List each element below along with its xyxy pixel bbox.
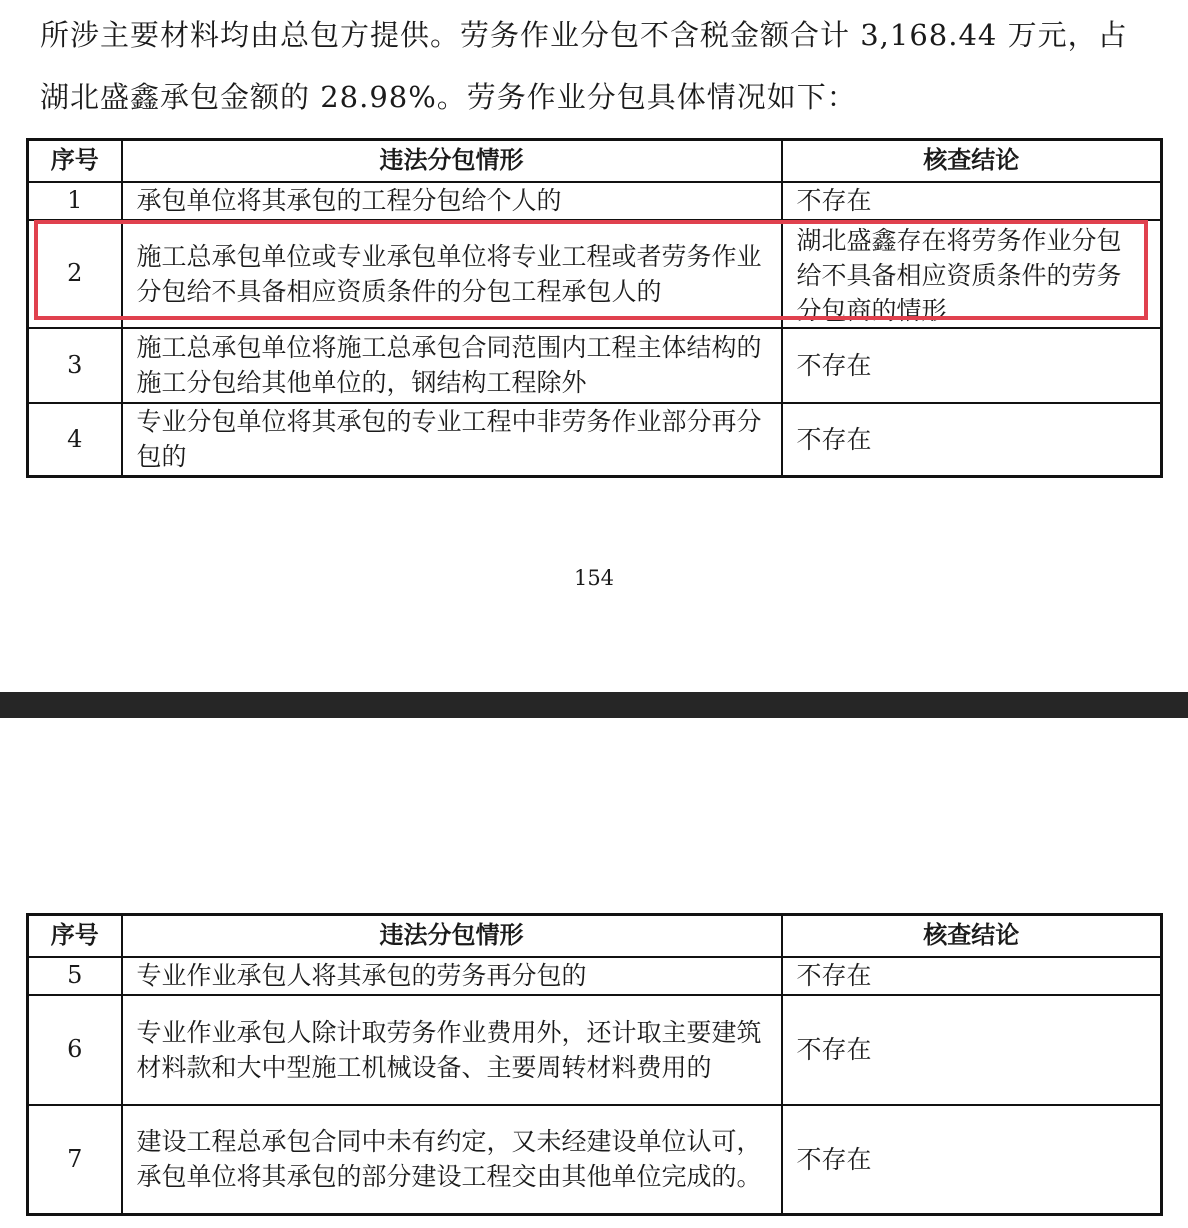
row-conclusion: 不存在 [782, 995, 1162, 1105]
row-situation: 专业分包单位将其承包的专业工程中非劳务作业部分再分包的 [122, 403, 782, 477]
table-row [28, 957, 1162, 995]
row-no: 7 [28, 1105, 122, 1215]
row-situation: 专业作业承包人除计取劳务作业费用外，还计取主要建筑材料款和大中型施工机械设备、主要周转材料费用的 [122, 995, 782, 1105]
header-conclusion: 核查结论 [782, 140, 1162, 182]
row-situation: 承包单位将其承包的工程分包给个人的 [122, 182, 782, 220]
violation-table-1 [26, 138, 1163, 478]
intro-line-1: 所涉主要材料均由总包方提供。劳务作业分包不含税金额合计 3,168.44 万元，占 [40, 18, 1128, 52]
row-no: 4 [28, 403, 122, 477]
row-conclusion: 不存在 [782, 328, 1162, 403]
table-row [28, 995, 1162, 1105]
row-no: 2 [28, 220, 122, 328]
table-header-row [28, 915, 1162, 957]
row-no: 6 [28, 995, 122, 1105]
page-number: 154 [573, 566, 615, 590]
row-situation-cell [122, 220, 782, 328]
table-row [28, 1105, 1162, 1215]
row-conclusion: 不存在 [782, 957, 1162, 995]
row-no: 3 [28, 328, 122, 403]
violation-table-2 [26, 913, 1163, 1216]
row-conclusion: 不存在 [782, 1105, 1162, 1215]
intro-line-2: 湖北盛鑫承包金额的 28.98%。劳务作业分包具体情况如下： [40, 80, 857, 114]
row-conclusion: 不存在 [782, 182, 1162, 220]
table-header-row [28, 140, 1162, 182]
header-conclusion: 核查结论 [782, 915, 1162, 957]
header-situation: 违法分包情形 [122, 140, 782, 182]
row-no: 1 [28, 182, 122, 220]
row-conclusion-cell [782, 220, 1162, 328]
row-situation: 建设工程总承包合同中未有约定，又未经建设单位认可，承包单位将其承包的部分建设工程交由其他单位完成的。 [122, 1105, 782, 1215]
header-situation: 违法分包情形 [122, 915, 782, 957]
header-no: 序号 [28, 140, 122, 182]
row-conclusion: 不存在 [782, 403, 1162, 477]
row-no: 5 [28, 957, 122, 995]
table-row-highlighted [28, 220, 1162, 328]
row-situation: 施工总承包单位将施工总承包合同范围内工程主体结构的施工分包给其他单位的，钢结构工程除外 [122, 328, 782, 403]
header-no: 序号 [28, 915, 122, 957]
row-situation: 专业作业承包人将其承包的劳务再分包的 [122, 957, 782, 995]
table-row [28, 328, 1162, 403]
row-situation: 施工总承包单位或专业承包单位将专业工程或者劳务作业分包给不具备相应资质条件的分包工程承包人的 [136, 241, 762, 306]
row-conclusion: 湖北盛鑫存在将劳务作业分包给不具备相应资质条件的劳务分包商的情形 [796, 225, 1122, 325]
table-row [28, 182, 1162, 220]
page-divider [0, 692, 1188, 718]
table-row [28, 403, 1162, 477]
